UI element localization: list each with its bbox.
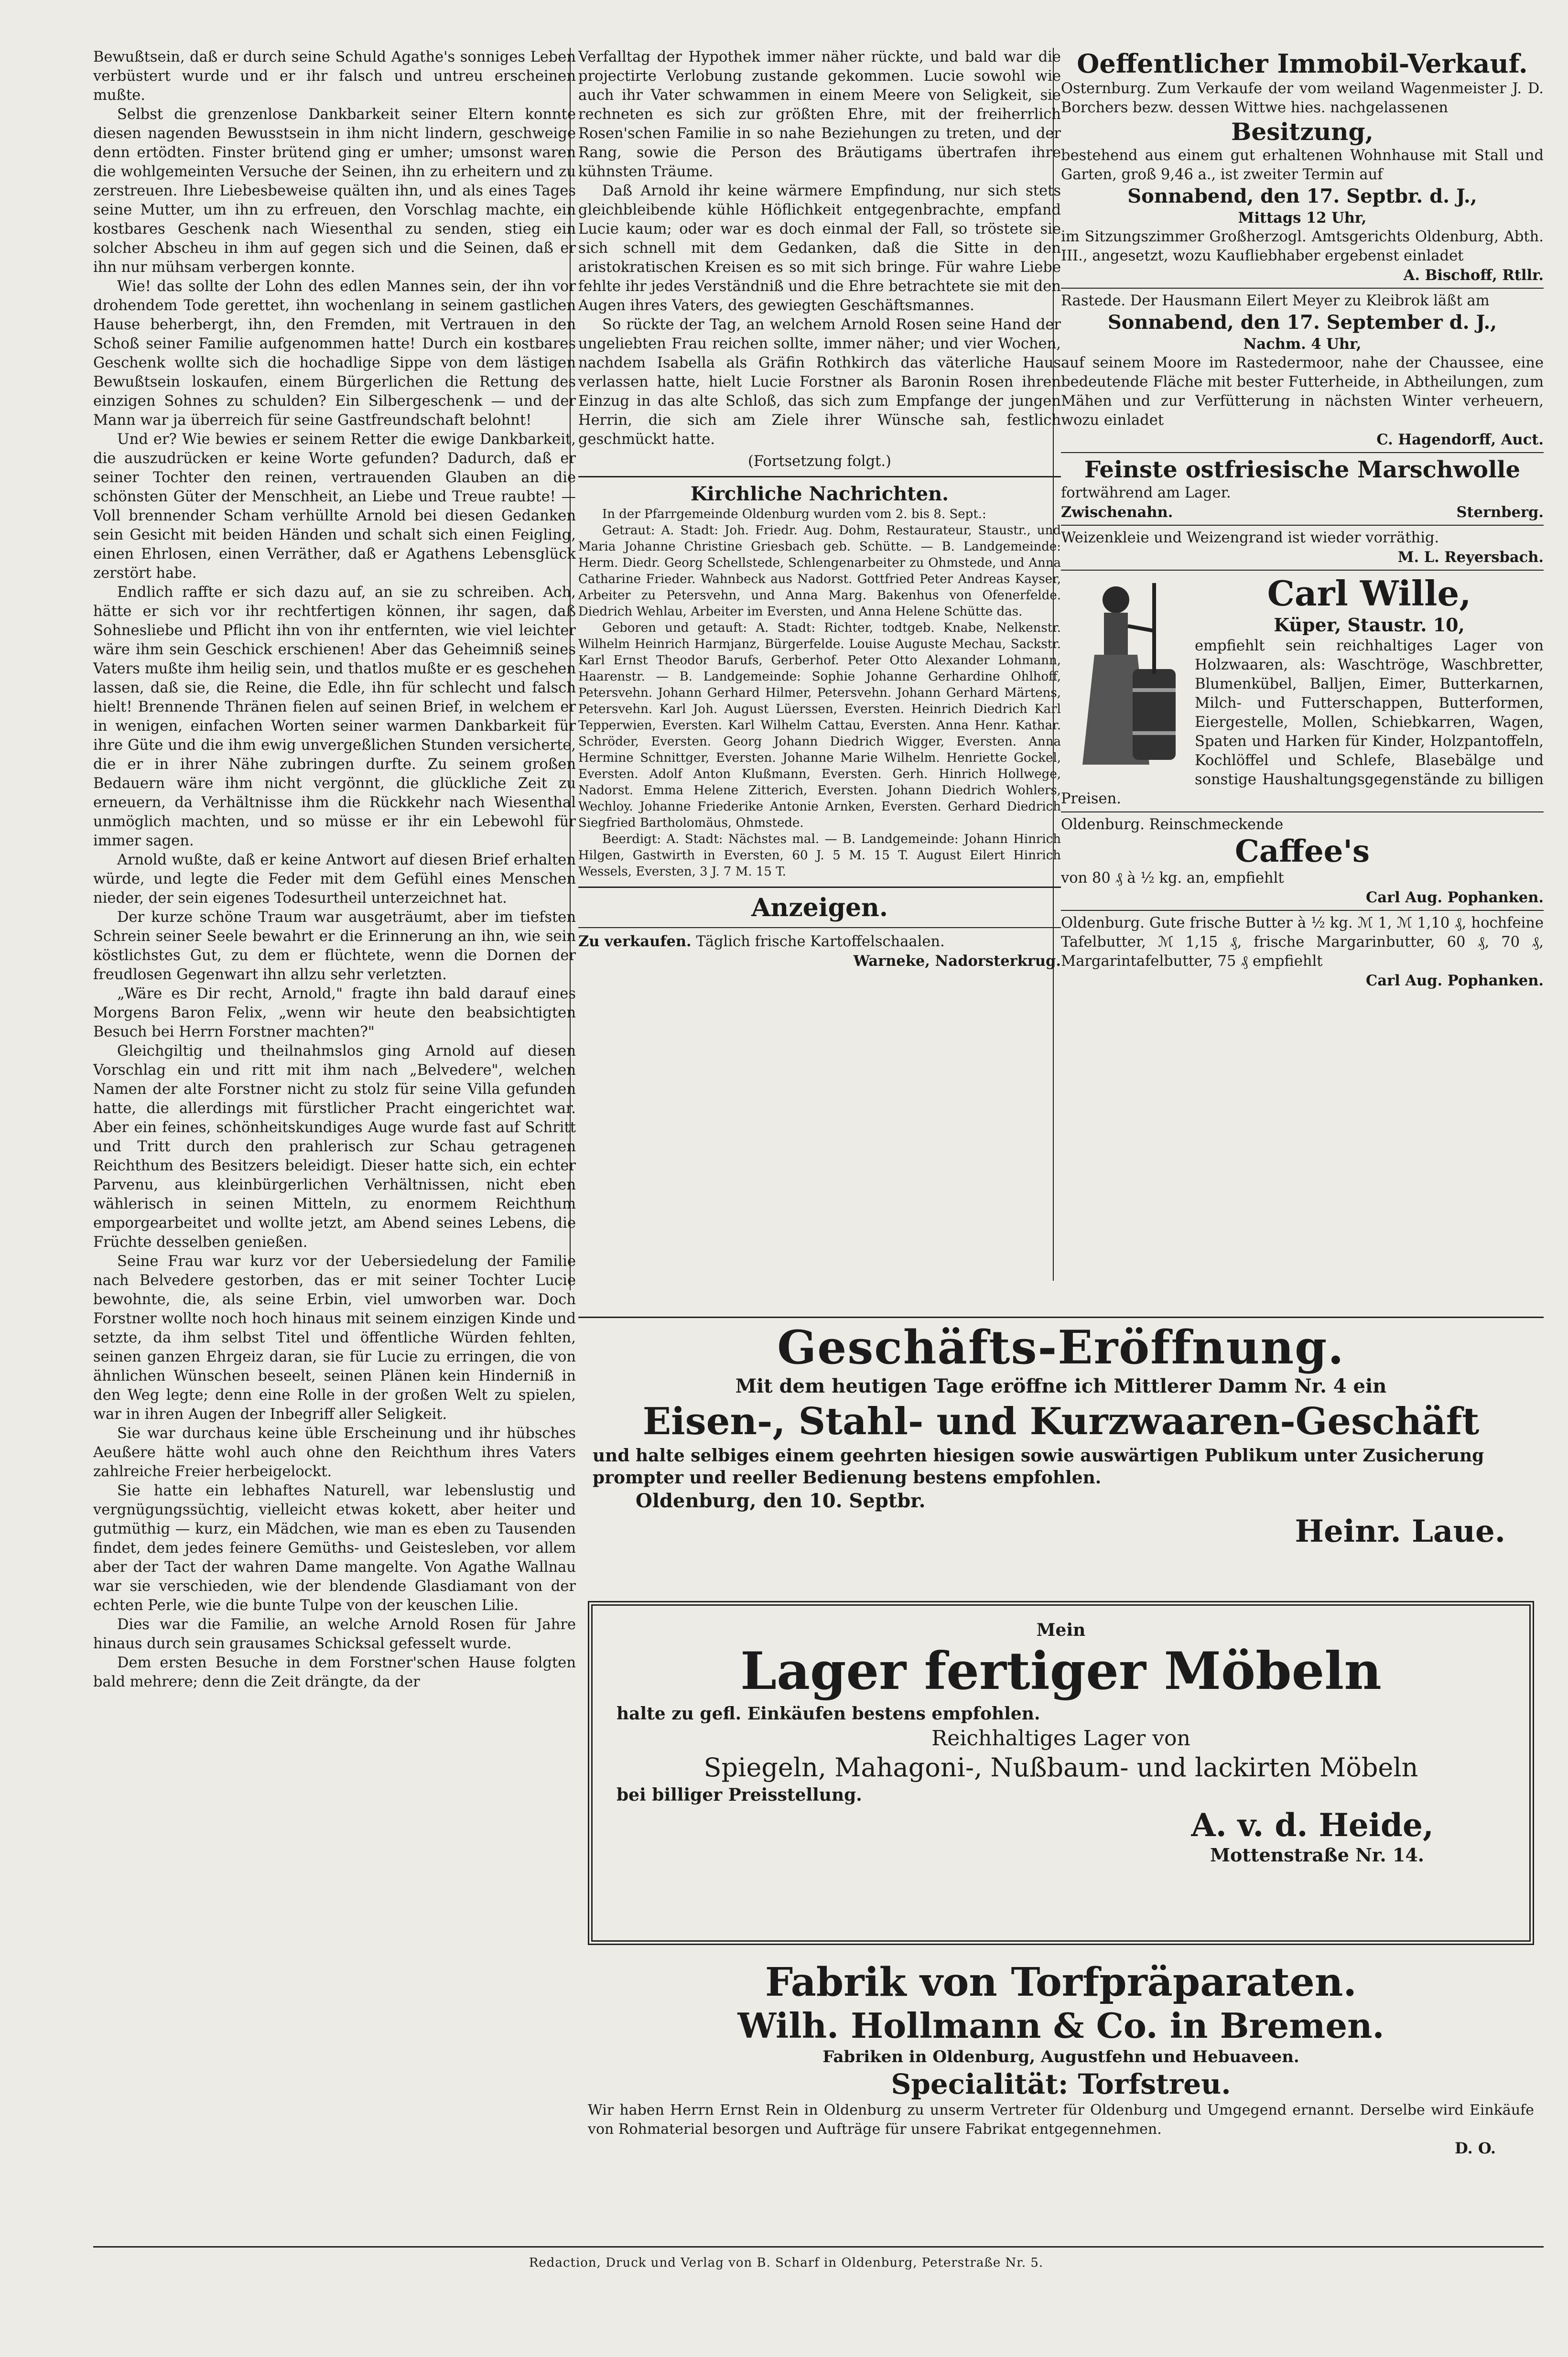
wille-ad	[1061, 573, 1544, 809]
column-3-ads	[1061, 48, 1544, 990]
section-divider	[1061, 910, 1544, 911]
furniture-line: Reichhaltiges Lager von	[931, 1726, 1190, 1751]
peat-title: Fabrik von Torfpräparaten.	[765, 1959, 1357, 2005]
caffee-sign: Carl Aug. Pophanken.	[1366, 889, 1544, 906]
peat-subtitle: Fabriken in Oldenburg, Augustfehn und Hebuaveen.	[822, 2047, 1299, 2066]
paragraph: Dem ersten Besuche in dem Forstner'schen Hause folgten bald mehrere; denn die Zeit drängte, da der	[93, 1654, 576, 1690]
peat-firm: Wilh. Hollmann & Co. in Bremen.	[737, 2005, 1384, 2046]
church-news-title: Kirchliche Nachrichten.	[690, 483, 949, 505]
shop-opening-ad	[578, 1321, 1544, 1550]
immobil-text: bestehend aus einem gut erhaltenen Wohnhause mit Stall und Garten, groß 9,46 a., ist zweiter Termin auf	[1061, 147, 1544, 183]
rastede-text: auf seinem Moore im Rastedermoor, nahe der Chaussee, eine bedeutende Fläche mit bester Futterheide, in Abtheilungen, zum Mähen und zur Verfütterung in nächsten Winter verheuern, wozu einladet	[1061, 355, 1544, 429]
furniture-line: halte zu gefl. Einkäufen bestens empfohlen.	[616, 1704, 1040, 1724]
caffee-text: von 80 ₰ à ½ kg. an, empfiehlt	[1061, 870, 1284, 887]
furniture-mein: Mein	[1036, 1620, 1086, 1640]
wille-title: Carl Wille,	[1267, 573, 1471, 614]
shop-opening-line: Mit dem heutigen Tage eröffne ich Mittlerer Damm Nr. 4 ein	[735, 1375, 1387, 1397]
shop-opening-big: Eisen-, Stahl- und Kurzwaaren-Geschäft	[642, 1400, 1480, 1443]
potato-ad-lead: Zu verkaufen.	[578, 933, 692, 950]
rastede-sign: C. Hagendorff, Auct.	[1376, 431, 1544, 448]
peat-products-ad	[578, 1959, 1544, 2157]
furniture-ad	[588, 1601, 1534, 1945]
section-divider	[1061, 570, 1544, 571]
paragraph: Der kurze schöne Traum war ausgeträumt, aber im tiefsten Schrein seiner Seele bewahrt er die Erinnerung an ihn, wie sein köstlichstes Gut, zu dem er flüchtete, wenn die Dornen der freudlosen Gegenwart ihn allzu sehr verletzten.	[93, 909, 576, 983]
paragraph: Arnold wußte, daß er keine Antwort auf diesen Brief erhalten würde, und legte die Feder mit dem Gefühl eines Menschen nieder, der sein eigenes Todesurtheil unterzeichnet hat.	[93, 852, 576, 907]
immobil-text: im Sitzungszimmer Großherzogl. Amtsgerichts Oldenburg, Abth. III., angesetzt, wozu Kaufliebhaber ergebenst einladet	[1061, 228, 1544, 264]
furniture-line: bei billiger Preisstellung.	[616, 1785, 862, 1805]
section-divider	[578, 927, 1061, 928]
section-divider	[578, 476, 1061, 477]
section-divider	[1061, 288, 1544, 289]
paragraph: Dies war die Familie, an welche Arnold Rosen für Jahre hinaus durch sein grausames Schicksal gefesselt wurde.	[93, 1616, 576, 1652]
paragraph: Sie hatte ein lebhaftes Naturell, war lebenslustig und vergnügungssüchtig, vielleicht etwas kokett, aber heiter und gutmüthig — kurz, ein Mädchen, wie man es eben zu Tausenden findet, dem jedes feinere Gemüths- und Geistesleben, vor allem aber der Tact der wahren Dame mangelte. Von Agathe Wallnau war sie verschieden, wie der blendende Glasdiamant von der echten Perle, wie die bunte Tulpe von der keuschen Lilie.	[93, 1482, 576, 1614]
shop-opening-date: Oldenburg, den 10. Septbr.	[636, 1490, 926, 1512]
section-divider	[1061, 811, 1544, 812]
paragraph: Gleichgiltig und theilnahmslos ging Arnold auf diesen Vorschlag ein und ritt mit ihm nach „Belvedere", welchen Namen der alte Forstner nicht zu stolz für seine Villa gefunden hatte, die allerdings mit fürstlicher Pracht eingerichtet war. Aber ein feines, schönheitskundiges Auge wurde fast auf Schritt und Tritt durch den prahlerisch zur Schau getragenen Reichthum des Besitzers beleidigt. Dieser hatte sich, ein echter Parvenu, aus kleinbürgerlichen Verhältnissen, nicht eben wählerisch in seinen Mitteln, zu enormem Reichthum emporgearbeitet und wollte jetzt, am Abend seines Lebens, die Früchte desselben genießen.	[93, 1043, 576, 1251]
shop-opening-text: und halte selbiges einem geehrten hiesigen sowie auswärtigen Publikum unter Zusicherung prompter und reeller Bedienung bestens empfohlen.	[593, 1446, 1484, 1488]
potato-ad-text: Täglich frische Kartoffelschaalen.	[696, 933, 945, 950]
paragraph: Bewußtsein, daß er durch seine Schuld Agathe's sonniges Leben verbüstert wurde und er ihr falsch und untreu erscheinen mußte.	[93, 49, 576, 104]
church-news-body	[578, 506, 1061, 880]
section-divider	[1061, 452, 1544, 453]
paragraph: Endlich raffte er sich dazu auf, an sie zu schreiben. Ach, hätte er sich vor ihr rechtfertigen können, ihr sagen, daß Sohnesliebe und Pflicht ihn von ihr entfernten, wie viel leichter wäre ihm sein Geschick erschienen! Aber das Geheimniß seines Vaters mußte ihm heilig sein, und thatlos mußte er es geschehen lassen, daß sie, die Reine, die Edle, ihn für schlecht und falsch hielt! Brennende Thränen fielen auf seinen Brief, in welchem er in wenigen, einfachen Worten seiner warmen Dankbarkeit für ihre Güte und die ihm ewig unvergeßlichen Stunden versicherte, die er in ihrer Nähe zubringen durfte. Zu seinem großen Bedauern wäre ihm nicht vergönnt, die glückliche Zeit zu erneuern, da Verhältnisse ihm die Rückkehr nach Wiesenthal unmöglich machten, und so müsse er ihr ein Lebewohl für immer sagen.	[93, 584, 576, 849]
furniture-address: Mottenstraße Nr. 14.	[1210, 1844, 1424, 1866]
paragraph: Und er? Wie bewies er seinem Retter die ewige Dankbarkeit, die auszudrücken er keine Worte gefunden? Dadurch, daß er seiner Tochter den reinen, vertrauenden Glauben an die schönsten Güter der Menschheit, an Liebe und Treue raubte! — Voll brennender Scham verhüllte Arnold bei diesen Gedanken sein Gesicht mit beiden Händen und schalt sich einen Feigling, einen Ehrlosen, einen Verräther, daß er Agathens Lebensglück zerstört habe.	[93, 431, 576, 582]
paragraph: Wie! das sollte der Lohn des edlen Mannes sein, der ihn vor drohendem Tode gerettet, ihn wochenlang in seinem gastlichen Hause beherbergt, ihn, den Fremden, mit Vertrauen in den Schoß seiner Familie aufgenommen hatte! Durch ein kostbares Geschenk wollte sich die hochadlige Sippe von dem lästigen Bewußtsein loskaufen, einem Bürgerlichen die Rettung des einzigen Sohnes zu schulden? Ein Silbergeschenk — und der Mann war ja überreich für seine Gastfreundschaft belohnt!	[93, 278, 576, 429]
paragraph: So rückte der Tag, an welchem Arnold Rosen seine Hand der ungeliebten Frau reichen sollte, immer näher; und vier Wochen, nachdem Isabella als Gräfin Rothkirch das väterliche Haus verlassen hatte, hielt Lucie Forstner als Baronin Rosen ihren Einzug in das alte Schloß, das sich zum Empfange der jungen Herrin, die sich am Ziele ihrer Wünsche sah, festlich geschmückt hatte.	[578, 316, 1061, 448]
church-news-paragraph: Geboren und getauft: A. Stadt: Richter, todtgeb. Knabe, Nelkenstr. Wilhelm Heinrich Harmjanz, Bürgerfelde. Louise Auguste Mechau, Sackstr. Karl Ernst Theodor Barufs, Gerberhof. Peter Otto Alexander Lohmann, Haarenstr. — B. Landgemeinde: Sophie Johanne Gerhardine Ohlhoff, Petersvehn. Johann Gerhard Hilmer, Petersvehn. Johann Gerhard Märtens, Petersvehn. Karl Joh. August Lüerssen, Eversten. Heinrich Diedrich Karl Tepperwien, Eversten. Karl Wilhelm Cattau, Eversten. Anna Henr. Kathar. Schröder, Eversten. Georg Johann Diedrich Wigger, Eversten. Anna Hermine Schnittger, Eversten. Johanne Marie Wilhelm. Henriette Gockel, Eversten. Adolf Anton Klußmann, Eversten. Gerh. Hinrich Hollwege, Nadorst. Emma Helene Zitterich, Eversten. Johann Diedrich Wohlers, Wechloy. Johanne Friederike Antonie Arnken, Eversten. Gerhard Diedrich Siegfried Bartholomäus, Ohmstede.	[578, 621, 1061, 830]
immobil-title: Oeffentlicher Immobil-Verkauf.	[1077, 48, 1528, 79]
immobil-text: Osternburg. Zum Verkaufe der vom weiland Wagenmeister J. D. Borchers bezw. dessen Wittwe hies. nachgelassenen	[1061, 80, 1544, 116]
wille-subtitle: Küper, Staustr. 10,	[1274, 614, 1465, 636]
church-news-paragraph: In der Pfarrgemeinde Oldenburg wurden vom 2. bis 8. Sept.:	[602, 507, 986, 521]
shop-opening-sign: Heinr. Laue.	[1295, 1514, 1505, 1549]
weizen-sign: M. L. Reyersbach.	[1397, 549, 1544, 566]
furniture-line: Spiegeln, Mahagoni-, Nußbaum- und lackirten Möbeln	[703, 1752, 1418, 1783]
footer-rule	[93, 2246, 1544, 2248]
butter-churn-woman-illustration	[1061, 573, 1185, 779]
rastede-date: Sonnabend, den 17. September d. J.,	[1107, 311, 1497, 334]
wille-text: empfiehlt sein reichhaltiges Lager von Holzwaaren, als: Waschtröge, Waschbretter, Blumenkübel, Balljen, Eimer, Butterkarnen, Milch- und Futterschappen, Butterformen, Eiergestelle, Mollen, Schiebkarren, Wagen, Spaten und Harken für Kinder, Holzpantoffeln, Kochlöffel und Schlefe, Blasebälge und sonstige Haushaltungsgegenstände zu billigen Preisen.	[1061, 638, 1544, 807]
peat-text: Wir haben Herrn Ernst Rein in Oldenburg zu unserm Vertreter für Oldenburg und Umgegend ernannt. Derselbe wird Einkäufe von Rohmaterial besorgen und Aufträge für unsere Fabrikat entgegennehmen.	[588, 2102, 1534, 2138]
paragraph: „Wäre es Dir recht, Arnold," fragte ihn bald darauf eines Morgens Baron Felix, „wenn wir heute den beabsichtigten Besuch bei Herrn Forstner machten?"	[93, 985, 576, 1040]
section-divider	[578, 1317, 1544, 1318]
butter-sign: Carl Aug. Pophanken.	[1366, 972, 1544, 989]
marschwolle-place: Zwischenahn.	[1061, 504, 1173, 521]
church-news-paragraph: Getraut: A. Stadt: Joh. Friedr. Aug. Dohm, Restaurateur, Staustr., und Maria Johanne Christine Griesbach geb. Schütte. — B. Landgemeinde: Herm. Diedr. Georg Schellstede, Schlengenarbeiter zu Ohmstede, und Anna Catharine Frieder. Wahnbeck aus Nadorst. Gottfried Peter Andreas Kayser, Arbeiter zu Petersvehn, und Anna Marg. Bakenhus von Ofenerfelde. Diedrich Wehlau, Arbeiter im Eversten, und Anna Helene Schütte das.	[578, 523, 1061, 619]
marschwolle-footer	[1061, 503, 1544, 522]
marschwolle-sign: Sternberg.	[1456, 504, 1544, 521]
auction-time: Mittags 12 Uhr,	[1238, 209, 1367, 227]
column-2	[578, 48, 1061, 971]
column-1-story	[93, 48, 576, 2246]
peat-sign: D. O.	[1454, 2139, 1496, 2157]
ads-title: Anzeigen.	[751, 893, 888, 922]
imprint-footer: Redaction, Druck und Verlag von B. Scharf in Oldenburg, Peterstraße Nr. 5.	[529, 2256, 1044, 2270]
paragraph: Sie war durchaus keine üble Erscheinung und ihr hübsches Aeußere hätte wohl auch ohne den Reichthum ihres Vaters zahlreiche Freier herbeigelockt.	[93, 1425, 576, 1480]
section-divider	[1061, 525, 1544, 526]
auction-date: Sonnabend, den 17. Septbr. d. J.,	[1127, 185, 1477, 207]
section-divider	[578, 887, 1061, 888]
butter-text: Oldenburg. Gute frische Butter à ½ kg. ℳ 1, ℳ 1,10 ₰, hochfeine Tafelbutter, ℳ 1,15 ₰, frische Margarinbutter, 60 ₰, 70 ₰, Margarintafelbutter, 75 ₰ empfiehlt	[1061, 915, 1544, 970]
immobil-sign: A. Bischoff, Rtllr.	[1403, 267, 1544, 284]
continued-note: (Fortsetzung folgt.)	[748, 453, 891, 470]
besitzung-heading: Besitzung,	[1231, 118, 1373, 146]
rastede-text: Rastede. Der Hausmann Eilert Meyer zu Kleibrok läßt am	[1061, 292, 1490, 309]
paragraph: Seine Frau war kurz vor der Uebersiedelung der Familie nach Belvedere gestorben, das er mit seiner Tochter Lucie bewohnte, die, als seine Erbin, viel umworben war. Doch Forstner wollte noch hoch hinaus mit seinem einzigen Kinde und setzte, da ihm selbst Titel und öffentliche Würden fehlten, seinen ganzen Ehrgeiz daran, sie für Lucie zu erringen, die von ähnlichen Wünschen beseelt, seinen Plänen kein Hinderniß in den Weg legte; denn eine Rolle in der großen Welt zu spielen, war in ihren Augen der Inbegriff aller Seligkeit.	[93, 1253, 576, 1423]
shop-opening-title: Geschäfts-Eröffnung.	[777, 1320, 1345, 1374]
weizen-text: Weizenkleie und Weizengrand ist wieder vorräthig.	[1061, 530, 1439, 546]
marschwolle-title: Feinste ostfriesische Marschwolle	[1084, 456, 1521, 483]
paragraph: Daß Arnold ihr keine wärmere Empfindung, nur sich stets gleichbleibende kühle Höflichkeit entgegenbrachte, empfand Lucie kaum; oder war es doch einmal der Fall, so tröstete sie sich schnell mit dem Gedanken, daß die Sitte in den aristokratischen Kreisen es so mit sich bringe. Für wahre Liebe fehlte ihr jedes Verständniß und die Ehre betrachtete sie mit den Augen ihres Vaters, des gewiegten Geschäftsmannes.	[578, 183, 1061, 314]
caffee-lead: Oldenburg. Reinschmeckende	[1061, 816, 1284, 833]
rastede-time: Nachm. 4 Uhr,	[1243, 335, 1362, 353]
paragraph: Selbst die grenzenlose Dankbarkeit seiner Eltern konnte diesen nagenden Bewusstsein in ihm nicht lindern, geschweige denn ertödten. Finster brütend ging er umher; umsonst waren die wohlgemeinten Versuche der Seinen, ihn zu erheitern und zu zerstreuen. Ihre Liebesbeweise quälten ihn, und als eines Tages seine Mutter, um ihn zu erfreuen, den Vorschlag machte, ein kostbares Geschenk nach Wiesenthal zu senden, stieg ein solcher Abscheu in ihm auf gegen sich und die Seinen, daß er ihn nur mühsam verbergen konnte.	[93, 106, 576, 276]
potato-ad	[578, 932, 1061, 970]
marschwolle-text: fortwährend am Lager.	[1061, 485, 1231, 501]
church-news-paragraph: Beerdigt: A. Stadt: Nächstes mal. — B. Landgemeinde: Johann Hinrich Hilgen, Gastwirth in Eversten, 60 J. 5 M. 15 T. August Eilert Hinrich Wessels, Eversten, 3 J. 7 M. 15 T.	[578, 832, 1061, 879]
newspaper-page	[57, 48, 1544, 2313]
peat-special: Specialität: Torfstreu.	[891, 2068, 1231, 2100]
furniture-title: Lager fertiger Möbeln	[740, 1641, 1382, 1701]
potato-ad-sign: Warneke, Nadorsterkrug.	[853, 952, 1061, 970]
furniture-name: A. v. d. Heide,	[1191, 1806, 1434, 1844]
caffee-title: Caffee's	[1235, 833, 1370, 869]
paragraph: Verfalltag der Hypothek immer näher rückte, und bald war die projectirte Verlobung zustande gekommen. Lucie sowohl wie auch ihr Vater schwammen in einem Meere von Seligkeit, sie rechneten es sich zur größten Ehre, mit der freiherrlich Rosen'schen Familie in so nahe Beziehungen zu treten, und der Rang, sowie die Person des Bräutigams übertrafen ihre kühnsten Träume.	[578, 49, 1061, 180]
